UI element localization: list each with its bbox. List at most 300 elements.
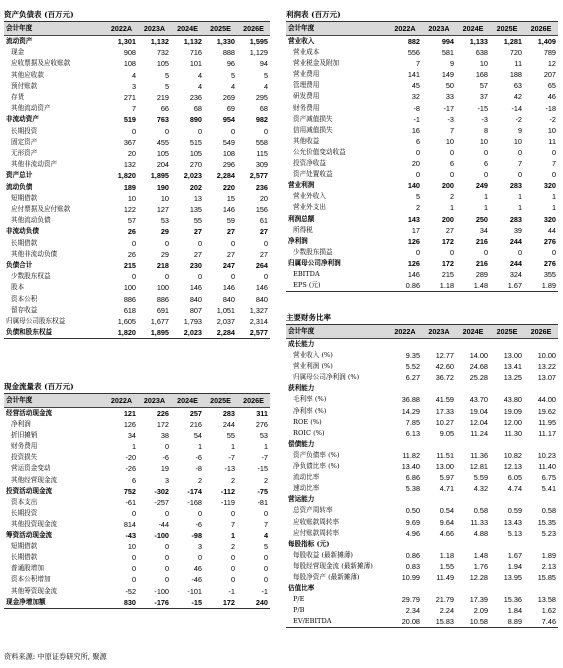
- cell-value: [524, 439, 558, 450]
- cell-value: -6: [195, 453, 202, 463]
- row-label: 其他筹资现金流: [11, 586, 58, 595]
- row-label: 资本公积: [11, 294, 38, 303]
- cell-value: 25.28: [469, 373, 488, 383]
- cell-value: 100: [156, 283, 169, 293]
- table-row: [286, 616, 558, 628]
- cell-value: 1: [449, 203, 454, 213]
- row-label: 资产负债率 (%): [293, 450, 340, 459]
- cell-value: 2,023: [171, 327, 204, 339]
- row-label: 无形资产: [11, 149, 38, 158]
- cell-value: 1,409: [537, 37, 556, 46]
- cell-value: -20: [125, 453, 136, 463]
- cell-value: 240: [237, 597, 270, 609]
- cell-value: 0: [483, 170, 488, 180]
- cell-value: 0.54: [439, 506, 454, 516]
- cell-value: [524, 539, 558, 550]
- cell-value: 190: [156, 182, 169, 192]
- row-label: 资产总计: [6, 171, 33, 180]
- cell-value: [490, 583, 524, 594]
- cell-value: 1,281: [503, 37, 522, 46]
- cell-value: 146: [407, 269, 420, 279]
- row-label: 营运资金变动: [11, 464, 51, 473]
- cell-value: 276: [255, 420, 268, 430]
- table-row: [286, 280, 558, 292]
- cell-value: 296: [222, 160, 235, 170]
- table-row: [286, 339, 558, 351]
- table-row: [4, 170, 270, 181]
- cell-value: 215: [441, 269, 454, 279]
- cell-value: 2: [197, 475, 202, 485]
- cell-value: -43: [125, 531, 136, 541]
- cell-value: 4.96: [405, 528, 420, 538]
- cell-value: 283: [509, 214, 522, 224]
- cell-value: -2: [515, 114, 522, 124]
- table-row: [4, 508, 270, 519]
- cell-value: 17.39: [469, 595, 488, 605]
- cell-value: 13.40: [401, 462, 420, 472]
- cell-value: 0: [263, 564, 268, 574]
- cell-value: 143: [407, 214, 420, 224]
- cell-value: 0: [164, 442, 169, 452]
- cell-value: 55: [193, 216, 202, 226]
- cell-value: 271: [123, 93, 136, 103]
- table-row: [286, 505, 558, 516]
- cell-value: 270: [189, 160, 202, 170]
- cell-value: 27: [193, 249, 202, 259]
- cell-value: 1.67: [507, 550, 522, 560]
- cell-value: 13.00: [503, 351, 522, 361]
- header-label: 会计年度: [4, 22, 105, 36]
- row-label: 折旧摊销: [11, 431, 38, 440]
- cell-value: 0: [230, 238, 235, 248]
- row-label: 每股净资产 (最新摊薄): [293, 572, 360, 581]
- cell-value: 27: [259, 227, 268, 237]
- cell-value: 13.00: [435, 462, 454, 472]
- row-label: 其他流动资产: [11, 104, 51, 113]
- cell-value: 13.22: [537, 362, 556, 372]
- row-label: 公允价值变动收益: [293, 147, 346, 156]
- cell-value: 149: [441, 70, 454, 80]
- cell-value: 11: [514, 59, 522, 69]
- cell-value: 1.89: [541, 550, 556, 560]
- cell-value: 0: [263, 238, 268, 248]
- cell-value: 204: [156, 160, 169, 170]
- cell-value: 732: [156, 48, 169, 58]
- cell-value: 13: [193, 193, 202, 203]
- cell-value: 36.88: [401, 395, 420, 405]
- cell-value: 9.64: [439, 517, 454, 527]
- cell-value: 7: [230, 519, 235, 529]
- cell-value: 6: [415, 136, 420, 146]
- cell-value: 5.13: [507, 528, 522, 538]
- cell-value: 6: [131, 475, 136, 485]
- row-label: 净负债比率 (%): [293, 462, 340, 471]
- cell-value: -7: [261, 453, 268, 463]
- cell-value: 6.86: [405, 473, 420, 483]
- row-label: 流动负债: [6, 182, 33, 191]
- row-label: 应收账款周转率: [293, 517, 340, 526]
- cell-value: -8: [195, 464, 202, 474]
- cell-value: 8.89: [490, 616, 524, 628]
- cell-value: 1: [517, 203, 522, 213]
- cell-value: 830: [105, 597, 138, 609]
- cell-value: 6: [483, 159, 488, 169]
- cell-value: 10.58: [456, 616, 490, 628]
- cell-value: 0: [164, 564, 169, 574]
- table-row: [4, 519, 270, 530]
- cell-value: 5.97: [439, 473, 454, 483]
- cell-value: 1,301: [117, 37, 136, 46]
- cell-value: 0: [415, 147, 420, 157]
- row-label: 营业利润: [288, 181, 315, 190]
- cell-value: [422, 339, 456, 351]
- cell-value: 27: [445, 225, 454, 235]
- cell-value: 581: [441, 48, 454, 58]
- cell-value: 0: [230, 126, 235, 136]
- cell-value: 0.58: [541, 506, 556, 516]
- row-label: 营业税金及附加: [293, 59, 340, 68]
- row-label: 少数股东权益: [11, 272, 51, 281]
- cell-value: 840: [255, 294, 268, 304]
- row-label: 资产处置收益: [293, 170, 333, 179]
- cell-value: 69: [226, 104, 235, 114]
- cell-value: 0: [131, 126, 136, 136]
- cell-value: 11.17: [538, 428, 556, 438]
- cell-value: 172: [441, 236, 454, 246]
- table-row: [4, 475, 270, 486]
- cell-value: -46: [191, 575, 202, 585]
- cell-value: 45: [411, 81, 420, 91]
- row-label: 营业外支出: [293, 203, 326, 212]
- row-label: 其他流动负债: [11, 216, 51, 225]
- table-header-row: [286, 325, 558, 339]
- cell-value: 10: [547, 125, 556, 135]
- table-row: [286, 258, 558, 269]
- cell-value: 7: [131, 104, 136, 114]
- cell-value: 2.13: [541, 561, 556, 571]
- cell-value: 53: [160, 216, 169, 226]
- cell-value: [456, 439, 490, 450]
- cell-value: 216: [475, 236, 488, 246]
- table-row: [4, 182, 270, 193]
- row-label: 负债合计: [6, 261, 33, 270]
- cell-value: 888: [222, 48, 235, 58]
- cell-value: 43.80: [503, 395, 522, 405]
- cell-value: 1,820: [105, 327, 138, 339]
- cell-value: 264: [255, 261, 268, 271]
- cell-value: 126: [407, 236, 420, 246]
- cell-value: 9.05: [439, 428, 454, 438]
- table-row: [286, 191, 558, 202]
- cell-value: 19: [160, 464, 169, 474]
- cell-value: 236: [189, 93, 202, 103]
- cell-value: 7: [263, 519, 268, 529]
- row-label: 归属母公司净利润: [288, 258, 341, 267]
- cell-value: 200: [441, 214, 454, 224]
- cell-value: 247: [222, 261, 235, 271]
- cell-value: 954: [222, 115, 235, 125]
- cell-value: [524, 494, 558, 505]
- cell-value: 367: [123, 137, 136, 147]
- year-header: 2024E: [171, 394, 204, 408]
- cell-value: 1.76: [473, 561, 488, 571]
- cell-value: 10: [479, 136, 488, 146]
- cell-value: 27: [226, 249, 235, 259]
- cell-value: 57: [127, 216, 136, 226]
- balance-sheet-table: [4, 21, 270, 339]
- cell-value: 57: [479, 81, 488, 91]
- cell-value: 20: [259, 193, 268, 203]
- cell-value: 549: [222, 137, 235, 147]
- cell-value: 807: [189, 305, 202, 315]
- cell-value: 244: [509, 236, 522, 246]
- year-header: 2023A: [138, 394, 171, 408]
- row-label: 少数股东损益: [293, 247, 333, 256]
- cell-value: 172: [156, 420, 169, 430]
- cell-value: 17.33: [435, 406, 454, 416]
- cell-value: 691: [156, 305, 169, 315]
- cell-value: 115: [256, 149, 268, 159]
- row-label: P/E: [293, 595, 305, 604]
- cell-value: 34: [479, 225, 488, 235]
- cell-value: 29: [160, 249, 169, 259]
- cell-value: 11.49: [436, 572, 454, 582]
- balance-sheet-title: 资产负债表 (百万元): [4, 10, 74, 19]
- cell-value: 12.77: [435, 351, 454, 361]
- cell-value: 15.83: [422, 616, 456, 628]
- cell-value: 1.48: [473, 550, 488, 560]
- table-row: [286, 461, 558, 472]
- cell-value: 207: [543, 70, 556, 80]
- cell-value: 5.23: [541, 528, 556, 538]
- cell-value: -15: [171, 597, 204, 609]
- row-label: 信用减值损失: [293, 125, 333, 134]
- cell-value: 168: [475, 70, 488, 80]
- row-label: 管理费用: [293, 81, 320, 90]
- cell-value: 618: [123, 305, 136, 315]
- table-row: [4, 260, 270, 271]
- table-row: [4, 70, 270, 81]
- cell-value: 1.84: [507, 606, 522, 616]
- cell-value: 13.95: [503, 572, 522, 582]
- cell-value: -52: [125, 586, 136, 596]
- cell-value: 16: [411, 125, 420, 135]
- cell-value: 12.28: [469, 572, 488, 582]
- cell-value: 276: [543, 258, 556, 268]
- cell-value: 10.82: [503, 450, 522, 460]
- cell-value: 276: [543, 236, 556, 246]
- header-label: 会计年度: [286, 22, 388, 36]
- year-header: 2022A: [388, 325, 422, 339]
- cell-value: 244: [509, 258, 522, 268]
- table-row: [4, 441, 270, 452]
- cell-value: 0: [263, 126, 268, 136]
- table-row: [286, 539, 558, 550]
- cell-value: 26: [127, 249, 136, 259]
- cell-value: [422, 539, 456, 550]
- cell-value: 0: [449, 247, 454, 257]
- cell-value: 2: [230, 475, 235, 485]
- cell-value: -6: [195, 519, 202, 529]
- table-row: [286, 47, 558, 58]
- cash-flow-table: [4, 393, 270, 609]
- cell-value: [456, 339, 490, 351]
- cell-value: [422, 583, 456, 594]
- cell-value: 11.40: [538, 462, 556, 472]
- table-row: [286, 350, 558, 361]
- cell-value: 283: [509, 181, 522, 191]
- row-label: 其他收益: [293, 136, 320, 145]
- table-row: [286, 236, 558, 247]
- cell-value: 7: [449, 125, 454, 135]
- row-label: 利润总额: [288, 214, 315, 223]
- table-row: [286, 572, 558, 583]
- cell-value: 0: [230, 272, 235, 282]
- cell-value: 10: [160, 193, 169, 203]
- cell-value: 100: [123, 283, 136, 293]
- cell-value: [490, 383, 524, 394]
- table-row: [286, 383, 558, 394]
- table-row: [4, 316, 270, 327]
- cell-value: 19.62: [537, 406, 556, 416]
- cell-value: 44.00: [537, 395, 556, 405]
- table-row: [286, 114, 558, 125]
- cell-value: 27: [226, 227, 235, 237]
- cell-value: 32: [411, 92, 420, 102]
- cash-flow-title: 现金流量表 (百万元): [4, 382, 74, 391]
- cell-value: 7.46: [524, 616, 558, 628]
- cell-value: 840: [189, 294, 202, 304]
- cell-value: 5.41: [541, 484, 556, 494]
- table-row: [4, 463, 270, 474]
- cell-value: -7: [228, 453, 235, 463]
- cell-value: 132: [123, 160, 136, 170]
- cell-value: 0: [164, 272, 169, 282]
- cell-value: 146: [189, 283, 202, 293]
- cell-value: 0: [164, 553, 169, 563]
- cell-value: 1,820: [117, 171, 136, 181]
- cell-value: [422, 383, 456, 394]
- cell-value: 5: [263, 70, 268, 80]
- ratios-table: [286, 324, 558, 628]
- cell-value: 59: [226, 216, 235, 226]
- cell-value: 46: [193, 564, 202, 574]
- cell-value: -119: [220, 497, 235, 507]
- year-header: 2022A: [388, 22, 422, 36]
- cell-value: 5.38: [405, 484, 420, 494]
- cell-value: 105: [189, 149, 202, 159]
- cell-value: 6: [449, 159, 454, 169]
- cell-value: 908: [123, 48, 136, 58]
- cell-value: 4.88: [473, 528, 488, 538]
- cell-value: 890: [189, 115, 202, 125]
- cell-value: 840: [222, 294, 235, 304]
- cell-value: 108: [222, 149, 235, 159]
- row-label: 固定资产: [11, 137, 38, 146]
- cell-value: 3: [131, 81, 136, 91]
- cell-value: 0.86: [405, 550, 420, 560]
- row-label: 财务费用: [11, 442, 38, 451]
- year-header: 2023A: [422, 325, 456, 339]
- cell-value: -6: [162, 453, 169, 463]
- cell-value: 10.99: [401, 572, 420, 582]
- cell-value: 0: [517, 247, 522, 257]
- cell-value: 0: [131, 272, 136, 282]
- cell-value: 0.59: [507, 506, 522, 516]
- cell-value: 42: [513, 92, 522, 102]
- row-label: 非流动资产: [6, 115, 39, 124]
- cell-value: 215: [123, 261, 136, 271]
- cell-value: 0: [517, 147, 522, 157]
- cell-value: 2.34: [405, 606, 420, 616]
- row-label: 营业收入 (%): [293, 351, 333, 360]
- cell-value: 269: [222, 93, 235, 103]
- row-label: 总资产周转率: [293, 506, 333, 515]
- cell-value: -100: [154, 586, 169, 596]
- cell-value: 4: [230, 81, 235, 91]
- cell-value: 9.35: [405, 351, 420, 361]
- cell-value: 54: [193, 431, 202, 441]
- table-row: [286, 583, 558, 594]
- table-row: [286, 472, 558, 483]
- row-label: 现金: [11, 48, 25, 57]
- table-row: [286, 428, 558, 439]
- cell-value: -14: [511, 103, 522, 113]
- cell-value: 20: [127, 149, 136, 159]
- cell-value: 65: [547, 81, 556, 91]
- row-label: 资产减值损失: [293, 114, 333, 123]
- cell-value: 982: [255, 115, 268, 125]
- row-label: 其他投资现金流: [11, 519, 58, 528]
- table-row: [4, 114, 270, 125]
- cell-value: 26: [127, 227, 136, 237]
- cell-value: 141: [407, 70, 420, 80]
- cell-value: 13.25: [503, 373, 522, 383]
- cell-value: 46: [547, 92, 556, 102]
- cell-value: -15: [477, 103, 488, 113]
- cell-value: 11.33: [470, 517, 488, 527]
- row-label: 投资净收益: [293, 159, 326, 168]
- cell-value: 12.00: [503, 417, 522, 427]
- row-label: 其他经营现金流: [11, 475, 58, 484]
- table-row: [4, 137, 270, 148]
- table-row: [4, 126, 270, 137]
- row-label: 营运能力: [288, 495, 315, 504]
- row-label: 长期借款: [11, 553, 38, 562]
- row-label: 获利能力: [288, 384, 315, 393]
- year-header: 2023A: [138, 22, 171, 36]
- cell-value: -98: [191, 531, 202, 541]
- cell-value: 515: [189, 137, 202, 147]
- cell-value: -101: [187, 586, 202, 596]
- row-label: P/B: [293, 606, 305, 615]
- cell-value: 146: [255, 283, 268, 293]
- cell-value: 0: [197, 238, 202, 248]
- row-label: 每股经营现金流 (最新摊薄): [293, 561, 373, 570]
- header-label: 会计年度: [4, 394, 105, 408]
- cell-value: 5: [263, 542, 268, 552]
- cell-value: [422, 439, 456, 450]
- cell-value: -302: [154, 486, 169, 496]
- row-label: 净利润: [288, 236, 308, 245]
- cell-value: 0: [197, 508, 202, 518]
- cell-value: 519: [123, 115, 136, 125]
- cell-value: 126: [407, 258, 420, 268]
- cell-value: 0: [197, 553, 202, 563]
- year-header: 2026E: [524, 22, 558, 36]
- cell-value: 36.72: [435, 373, 454, 383]
- cell-value: 126: [123, 420, 136, 430]
